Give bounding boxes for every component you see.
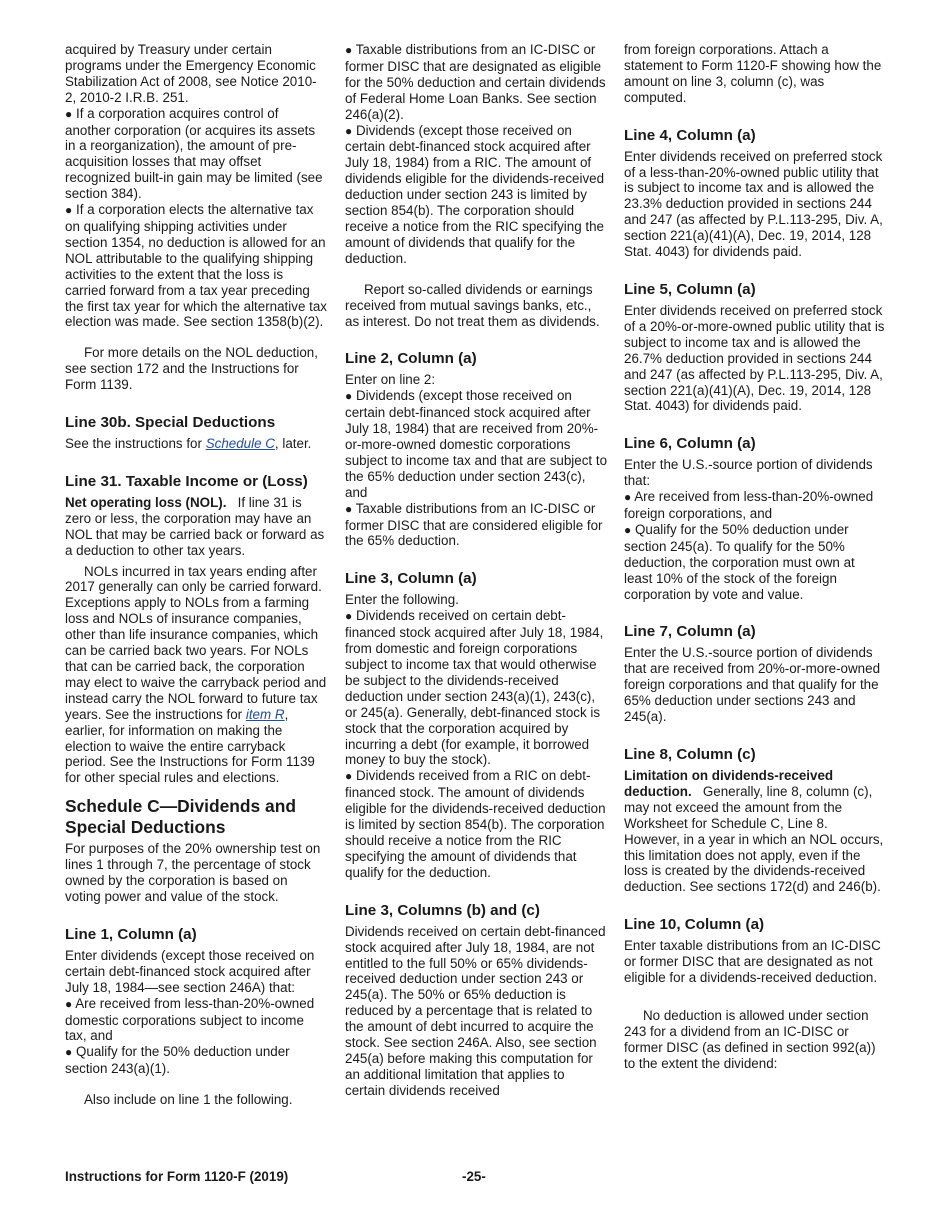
page-number: -25- <box>462 1169 486 1184</box>
bullet-text: If a corporation acquires control of another corporation (or acquires its assets in a reorganization), the amount of pre-acquisition losses that may offset recognized built-in gain may be limited (see section 384). <box>65 105 323 202</box>
bullet-item <box>65 1044 327 1077</box>
bullet-icon: ● <box>345 609 353 624</box>
paragraph: For purposes of the 20% ownership test on lines 1 through 7, the percentage of stock owned by the corporation is based on voting power and value of the stock. <box>65 841 321 904</box>
bullet-item <box>65 202 327 330</box>
bullet-icon: ● <box>65 203 73 218</box>
bullet-icon: ● <box>345 501 353 516</box>
paragraph: Report so-called dividends or earnings received from mutual savings banks, etc., as interest. Do not treat them as dividends. <box>345 281 600 329</box>
heading-line-30b: Line 30b. Special Deductions <box>65 414 276 432</box>
text: , later. <box>274 436 312 452</box>
schedule-c-link[interactable]: Schedule C <box>205 436 275 452</box>
heading-line-1: Line 1, Column (a) <box>65 925 197 943</box>
run-in-heading: Limitation on dividends-received deduction. <box>624 768 834 799</box>
heading-line-6: Line 6, Column (a) <box>624 435 756 453</box>
heading-line-10: Line 10, Column (a) <box>624 916 765 934</box>
heading-line-5: Line 5, Column (a) <box>624 280 756 298</box>
heading-line-3: Line 3, Column (a) <box>345 570 477 588</box>
paragraph: Enter the U.S.-source portion of dividends that: <box>624 457 873 489</box>
heading-line-31: Line 31. Taxable Income or (Loss) <box>65 472 308 490</box>
text: NOLs incurred in tax years ending after 2017 generally can only be carried forward. Exceptions apply to NOLs from a farming loss and NOLs of insurance companies, other than life insurance companies, which can be carried back two years. For NOLs that can be carried back, the corporation may elect to waive the carryback period and instead carry the NOL forward to future tax years. See the instructions for <box>65 563 327 722</box>
paragraph: Enter the following. <box>345 592 459 608</box>
paragraph: Dividends received on certain debt-financed stock acquired after July 18, 1984, are not entitled to the full 50% or 65% dividends-received deduction under section 243 or 245(a). The 50% or 65% deduction is reduced by a percentage that is related to the amount of debt incurred to acquire the stock. See section 246A. Also, see section 245(a) before making this computation for an additional limitation that applies to certain dividends received <box>345 923 606 1098</box>
bullet-item <box>345 501 607 550</box>
paragraph: from foreign corporations. Attach a statement to Form 1120-F showing how the amount on line 3, column (c), was computed. <box>624 42 882 105</box>
paragraph: Enter dividends received on preferred stock of a less-than-20%-owned public utility that is subject to income tax and is allowed the 23.3% deduction provided in sections 244 and 247 (as affected by P.L.113-295, Div. A, section 221(a)(41)(A), Dec. 19, 2014, 128 Stat. 4043) for dividends paid. <box>624 148 883 260</box>
bullet-text: If a corporation elects the alternative tax on qualifying shipping activities under section 1354, no deduction is allowed for an NOL attributable to the qualifying shipping activities to the extent that the loss is carried forward from a tax year preceding the first tax year for which the alternative tax election was made. See section 1358(b)(2). <box>65 202 327 330</box>
bullet-text: Qualify for the 50% deduction under section 245(a). To qualify for the 50% deduction, the corporation must own at least 10% of the stock of the foreign corporation by vote and value. <box>624 521 855 602</box>
text: Generally, line 8, column (c), may not exceed the amount from the Worksheet for Schedule C, Line 8. However, in a year in which an NOL occurs, this limitation does not apply, even if the loss is created by the dividends-received deduction. See sections 172(d) and 246(b). <box>624 783 884 895</box>
bullet-icon: ● <box>345 123 353 138</box>
footer-form-title: Instructions for Form 1120-F (2019) <box>65 1169 289 1184</box>
run-in-heading: Net operating loss (NOL). <box>65 494 227 510</box>
paragraph: Enter taxable distributions from an IC-DISC or former DISC that are designated as not eligible for a dividends-received deduction. <box>624 938 881 986</box>
heading-line-2: Line 2, Column (a) <box>345 350 477 368</box>
item-r-link[interactable]: item R <box>245 706 285 722</box>
bullet-text: Taxable distributions from an IC-DISC or former DISC that are designated as eligible for the 50% deduction and certain dividends of Federal Home Loan Banks. See section 246(a)(2). <box>345 42 606 122</box>
bullet-icon: ● <box>624 490 632 505</box>
paragraph: Also include on line 1 the following. <box>84 1092 293 1108</box>
bullet-item <box>345 388 607 500</box>
paragraph: Enter dividends received on preferred stock of a 20%-or-more-owned public utility that is subject to income tax and is allowed the 26.7% deduction provided in sections 244 and 247 (as affected by P.L.113-295, Div. A, section 221(a)(41)(A), Dec. 19, 2014, 128 Stat. 4043) for dividends paid. <box>624 302 885 414</box>
heading-line-7: Line 7, Column (a) <box>624 623 756 641</box>
bullet-text: Qualify for the 50% deduction under section 243(a)(1). <box>65 1044 290 1077</box>
bullet-icon: ● <box>65 1045 73 1060</box>
bullet-icon: ● <box>65 106 73 121</box>
bullet-item <box>624 522 886 603</box>
column-2 <box>345 42 607 1099</box>
bullet-item <box>345 42 607 123</box>
paragraph <box>65 564 327 787</box>
bullet-item <box>345 123 607 267</box>
bullet-icon: ● <box>345 389 353 404</box>
bullet-item <box>624 489 886 522</box>
paragraph: No deduction is allowed under section 243 for a dividend from an IC-DISC or former DISC (as defined in section 992(a)) to the extent the dividend: <box>624 1007 876 1071</box>
bullet-item <box>65 106 327 202</box>
bullet-text: Taxable distributions from an IC-DISC or former DISC that are considered eligible for the 65% deduction. <box>345 500 603 549</box>
bullet-text: Dividends (except those received on certain debt-financed stock acquired after July 18, 1984) that are received from 20%-or-more-owned domestic corporations subject to income tax and that are subject to the 65% deduction under section 243(c), and <box>345 388 608 500</box>
column-3 <box>624 42 886 1072</box>
heading-line-8: Line 8, Column (c) <box>624 746 756 763</box>
bullet-item <box>345 768 607 880</box>
text: If line 31 is zero or less, the corporation may have an NOL that may be carried back or forward as a deduction to other tax years. <box>65 494 325 558</box>
bullet-icon: ● <box>345 769 353 784</box>
bullet-text: Dividends received from a RIC on debt-financed stock. The amount of dividends eligible for the dividends-received deduction is limited by section 854(b). The corporation should receive a notice from the RIC specifying the amount of dividends that qualify for the deduction. <box>345 768 606 880</box>
bullet-icon: ● <box>624 522 632 537</box>
bullet-item <box>345 608 607 768</box>
bullet-text: Dividends (except those received on certain debt-financed stock acquired after July 18, 1984) from a RIC. The amount of dividends eligible for the dividends-received deduction under section 243 is limited by section 854(b). The corporation should receive a notice from the RIC specifying the amount of dividends that qualify for the deduction. <box>345 122 605 266</box>
bullet-text: Dividends received on certain debt-financed stock acquired after July 18, 1984, from domestic and foreign corporations subject to income tax that would otherwise be subject to the dividends-received deduction under section 243(a)(1), 243(c), or 245(a). Generally, debt-financed stock is stock that the corporation acquired by incurring a debt (for example, it borrowed money to buy the stock). <box>345 608 604 768</box>
bullet-text: Are received from less-than-20%-owned domestic corporations subject to income tax, and <box>65 995 315 1044</box>
paragraph: Enter the U.S.-source portion of dividends that are received from 20%-or-more-owned foreign corporations and that qualify for the 65% deduction under sections 243 and 245(a). <box>624 645 881 725</box>
bullet-item <box>65 996 327 1045</box>
text: See the instructions for <box>65 436 206 452</box>
paragraph <box>65 436 327 452</box>
bullet-icon: ● <box>65 996 73 1011</box>
paragraph: acquired by Treasury under certain programs under the Emergency Economic Stabilization Act of 2008, see Notice 2010-2, 2010-2 I.R.B. 251. <box>65 42 317 105</box>
paragraph: Enter dividends (except those received on certain debt-financed stock acquired after July 18, 1984—see section 246A) that: <box>65 947 315 995</box>
heading-schedule-c: Schedule C—Dividends and Special Deductions <box>65 796 296 837</box>
paragraph <box>65 495 327 559</box>
heading-line-4: Line 4, Column (a) <box>624 126 756 144</box>
column-1 <box>65 42 327 1108</box>
paragraph <box>624 768 886 895</box>
paragraph: Enter on line 2: <box>345 372 436 388</box>
heading-line-3-bc: Line 3, Columns (b) and (c) <box>345 901 540 919</box>
bullet-text: Are received from less-than-20%-owned foreign corporations, and <box>624 489 874 522</box>
bullet-icon: ● <box>345 43 353 57</box>
paragraph: For more details on the NOL deduction, see section 172 and the Instructions for Form 1139. <box>65 345 318 393</box>
text: , earlier, for information on making the election to waive the entire carryback period. See the Instructions for Form 1139 for other special rules and elections. <box>65 706 315 786</box>
